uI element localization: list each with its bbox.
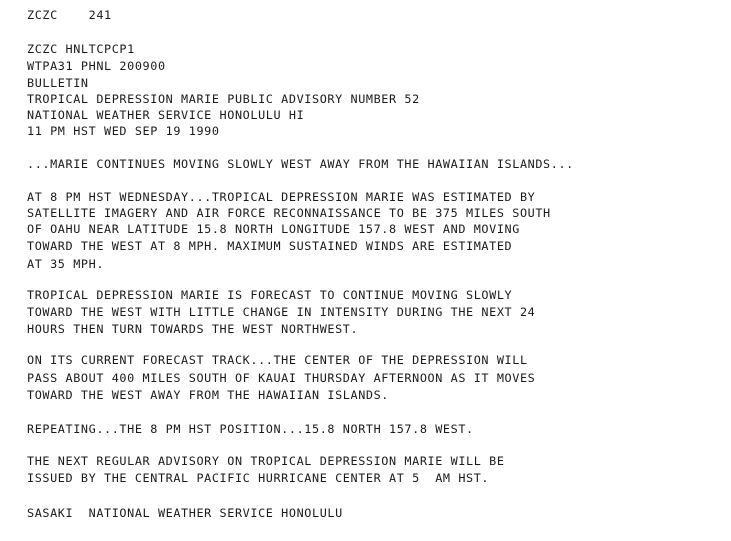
issue-time: 11 PM HST WED SEP 19 1990 bbox=[27, 124, 220, 138]
header-transmission-line: ZCZC 241 bbox=[27, 8, 112, 22]
advisory-title: TROPICAL DEPRESSION MARIE PUBLIC ADVISORY NUMBER 52 bbox=[27, 92, 420, 106]
para1-line: OF OAHU NEAR LATITUDE 15.8 NORTH LONGITUDE 157.8 WEST AND MOVING bbox=[27, 222, 520, 236]
header-product-id: ZCZC HNLTCPCP1 bbox=[27, 42, 135, 56]
para5-line: ISSUED BY THE CENTRAL PACIFIC HURRICANE CENTER AT 5 AM HST. bbox=[27, 471, 490, 485]
para1-line: AT 8 PM HST WEDNESDAY...TROPICAL DEPRESSION MARIE WAS ESTIMATED BY bbox=[27, 190, 536, 204]
signature: SASAKI NATIONAL WEATHER SERVICE HONOLULU bbox=[27, 506, 343, 520]
para1-line: AT 35 MPH. bbox=[27, 257, 105, 271]
para3-line: TOWARD THE WEST AWAY FROM THE HAWAIIAN ISLANDS. bbox=[27, 388, 390, 402]
para3-line: ON ITS CURRENT FORECAST TRACK...THE CENTER OF THE DEPRESSION WILL bbox=[27, 353, 528, 367]
header-wmo-line: WTPA31 PHNL 200900 bbox=[27, 59, 166, 73]
para3-line: PASS ABOUT 400 MILES SOUTH OF KAUAI THURSDAY AFTERNOON AS IT MOVES bbox=[27, 371, 536, 385]
para5-line: THE NEXT REGULAR ADVISORY ON TROPICAL DEPRESSION MARIE WILL BE bbox=[27, 454, 505, 468]
para2-line: TROPICAL DEPRESSION MARIE IS FORECAST TO CONTINUE MOVING SLOWLY bbox=[27, 288, 513, 302]
headline: ...MARIE CONTINUES MOVING SLOWLY WEST AWAY FROM THE HAWAIIAN ISLANDS... bbox=[27, 157, 574, 171]
para1-line: TOWARD THE WEST AT 8 MPH. MAXIMUM SUSTAINED WINDS ARE ESTIMATED bbox=[27, 239, 513, 253]
issuing-office: NATIONAL WEATHER SERVICE HONOLULU HI bbox=[27, 108, 305, 122]
para4-line: REPEATING...THE 8 PM HST POSITION...15.8 NORTH 157.8 WEST. bbox=[27, 422, 474, 436]
para1-line: SATELLITE IMAGERY AND AIR FORCE RECONNAISSANCE TO BE 375 MILES SOUTH bbox=[27, 206, 551, 220]
para2-line: HOURS THEN TURN TOWARDS THE WEST NORTHWEST. bbox=[27, 322, 359, 336]
para2-line: TOWARD THE WEST WITH LITTLE CHANGE IN INTENSITY DURING THE NEXT 24 bbox=[27, 305, 536, 319]
header-bulletin: BULLETIN bbox=[27, 76, 89, 90]
